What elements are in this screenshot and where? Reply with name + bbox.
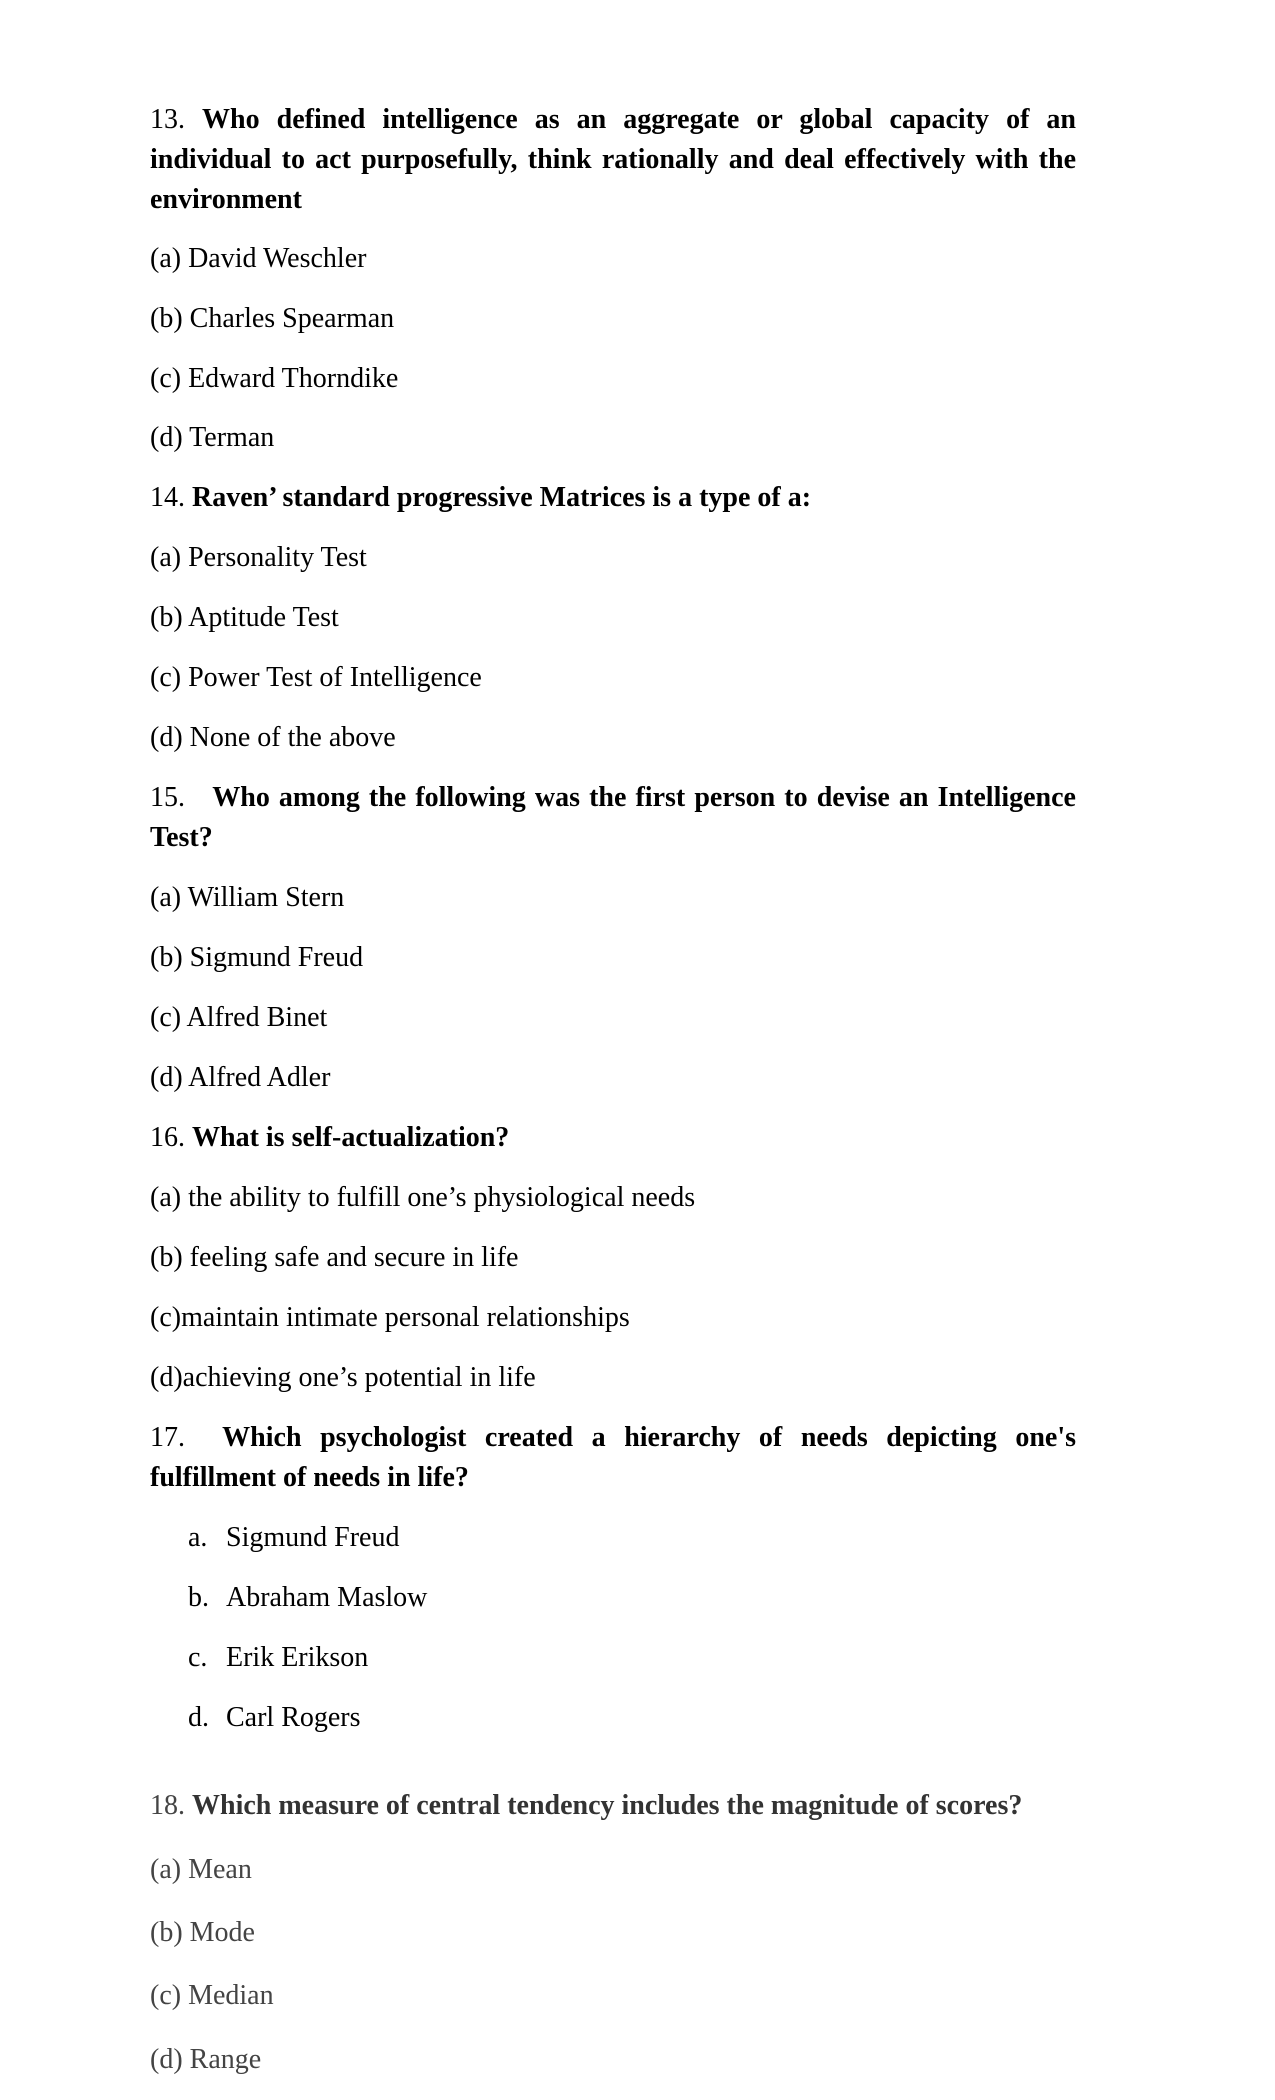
option-label: Erik Erikson	[226, 1642, 369, 1673]
question-14	[150, 478, 1076, 518]
option: (d) None of the above	[150, 722, 396, 753]
option-label: Sigmund Freud	[226, 1522, 400, 1553]
list-item	[150, 1698, 1076, 1758]
question-stem	[150, 100, 1076, 220]
option: (d) Terman	[150, 422, 275, 453]
option-label: Abraham Maslow	[226, 1582, 428, 1613]
list-item	[150, 1638, 1076, 1698]
option: (a) Mean	[150, 1854, 252, 1885]
option: (d) Alfred Adler	[150, 1062, 331, 1093]
list-item	[150, 1578, 1076, 1638]
option: (d) Range	[150, 2044, 262, 2075]
question-number: 15.	[150, 782, 185, 813]
question-text: Who defined intelligence as an aggregate or global capacity of an individual to act purposefully, think rationally and deal effectively with the environment	[150, 104, 1076, 215]
option-label: Carl Rogers	[226, 1702, 361, 1733]
question-13	[150, 100, 1076, 220]
option: (a) David Weschler	[150, 243, 367, 274]
question-text: Who among the following was the first person to devise an Intelligence Test?	[150, 782, 1076, 853]
option: (b) Charles Spearman	[150, 303, 395, 334]
option: (c)maintain intimate personal relationships	[150, 1302, 630, 1333]
option: (b) Mode	[150, 1917, 255, 1948]
question-text: Raven’ standard progressive Matrices is a type of a:	[192, 482, 812, 513]
question-number: 17.	[150, 1422, 185, 1453]
question-text: What is self-actualization?	[192, 1122, 510, 1153]
option: (d)achieving one’s potential in life	[150, 1362, 536, 1393]
option: (b) Aptitude Test	[150, 602, 339, 633]
question-18	[150, 1786, 1076, 1826]
option: (c) Edward Thorndike	[150, 363, 399, 394]
option-list	[150, 1518, 1076, 1758]
option: (c) Median	[150, 1980, 274, 2011]
option: (a) William Stern	[150, 882, 345, 913]
question-text: Which measure of central tendency includes the magnitude of scores?	[192, 1790, 1023, 1821]
option-letter: d.	[188, 1702, 209, 1733]
option: (b) feeling safe and secure in life	[150, 1242, 519, 1273]
list-item	[150, 1518, 1076, 1578]
question-16	[150, 1118, 1076, 1158]
question-number: 13.	[150, 104, 185, 135]
option: (a) Personality Test	[150, 542, 367, 573]
option: (c) Alfred Binet	[150, 1002, 328, 1033]
option: (a) the ability to fulfill one’s physiological needs	[150, 1182, 696, 1213]
option-letter: a.	[188, 1522, 208, 1553]
question-15	[150, 778, 1076, 858]
question-text: Which psychologist created a hierarchy of needs depicting one's fulfillment of needs in life?	[150, 1422, 1077, 1493]
option: (c) Power Test of Intelligence	[150, 662, 482, 693]
question-17	[150, 1418, 1076, 1498]
option: (b) Sigmund Freud	[150, 942, 364, 973]
question-number: 16.	[150, 1122, 185, 1153]
option-letter: b.	[188, 1582, 209, 1613]
option-letter: c.	[188, 1642, 208, 1673]
question-number: 14.	[150, 482, 185, 513]
question-number: 18.	[150, 1790, 185, 1821]
